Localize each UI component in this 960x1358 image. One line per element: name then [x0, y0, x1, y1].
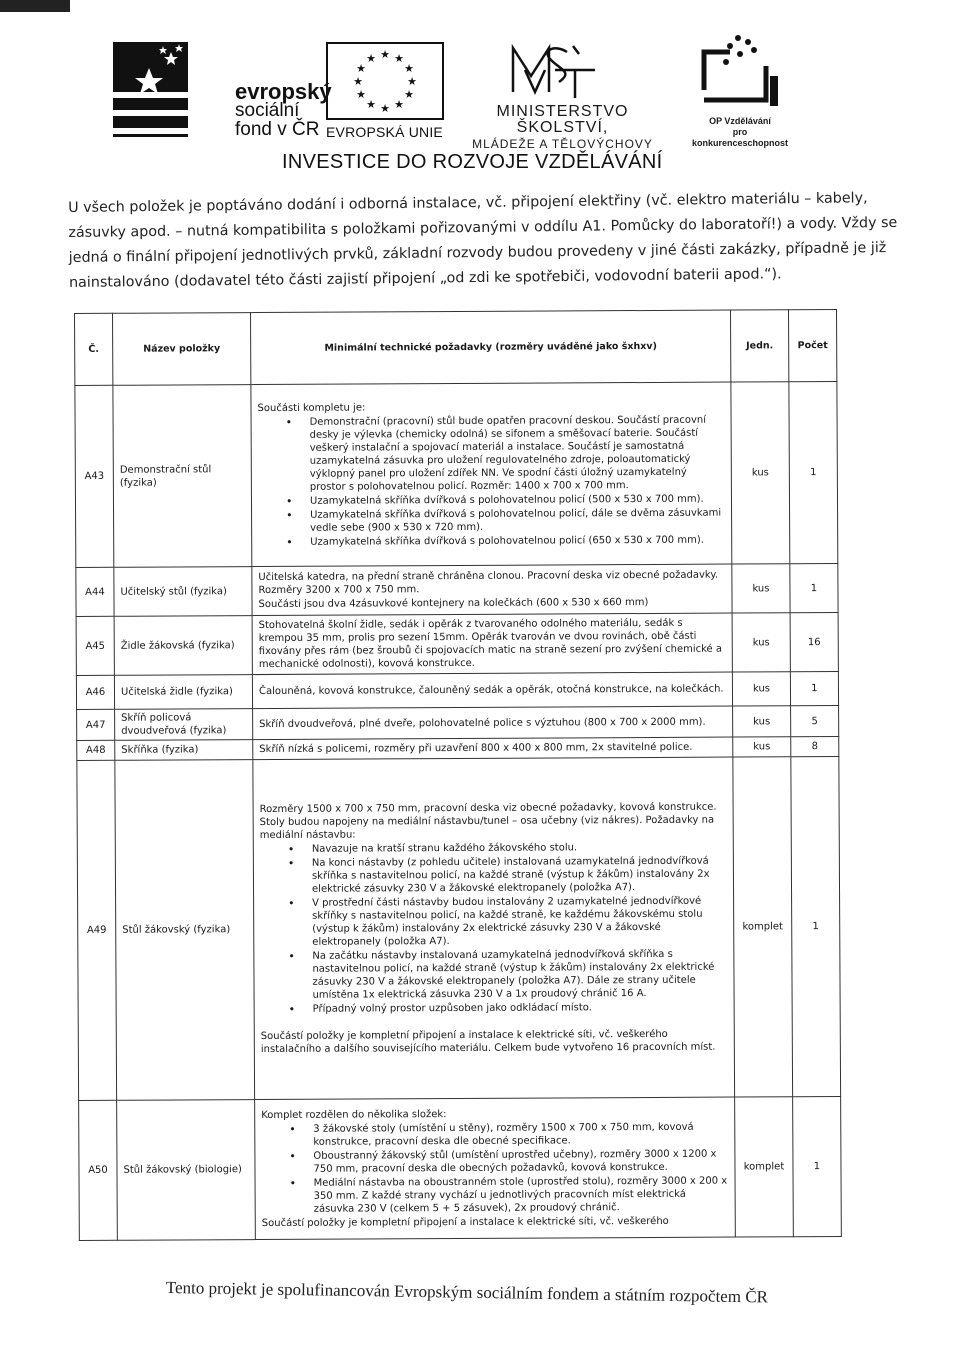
- item-description: Čalouněná, kovová konstrukce, čalouněný sedák a opěrák, otočná konstrukce, na kolečkách.: [252, 672, 732, 709]
- eu-caption: EVROPSKÁ UNIE: [326, 124, 443, 140]
- svg-text:★: ★: [394, 52, 404, 65]
- footer-funding-note: Tento projekt je spolufinancován Evropským sociálním fondem a státním rozpočtem ČR: [165, 1278, 769, 1307]
- desc-bullet: • Demonstrační (pracovní) stůl bude opatřen pracovní deskou. Součástí pracovní desky je výlevka (chemicky odolná) se sifonem a směšovací baterie. Součástí veškerý instalační a spojovací materiál a instalace. Součástí je samostatná uzamykatelná zásuvka pro uložení regulovatelného zdroje, poloautomatický výklopný panel pro uložení zdířek NN. Ve spodní části úložný uzamykatelný prostor s polohovatelnou policí. Rozměr: 1400 x 700 x 700 mm.: [258, 414, 725, 494]
- svg-text:★: ★: [366, 98, 376, 111]
- header-count: Počet: [788, 310, 836, 382]
- svg-text:★: ★: [404, 62, 414, 75]
- item-description: Stohovatelná školní židle, sedák i opěrák z tvarovaného odolného materiálu, sedák s krempou 35 mm, prolis pro sezení 15mm. Opěrák tvarován ve dvou rovinách, obě části fixovány přes rám (bez šroubů či spojovacích matic na straně sezení pro zvýšení chemické a mechanické odolnosti), kovová konstrukce.: [252, 613, 732, 675]
- esf-letters-mark: [113, 82, 233, 164]
- desc-intro: Součásti kompletu je:: [257, 402, 366, 415]
- svg-text:★: ★: [380, 102, 390, 115]
- desc-bullet: • Oboustranný žákovský stůl (umístění uprostřed učebny), rozměry 3000 x 1200 x 750 mm, pracovní deska dle obecných požadavků, kovová konstrukce.: [261, 1148, 728, 1176]
- item-count: 1: [790, 564, 838, 613]
- msmt-caption: [455, 104, 670, 152]
- item-name: Učitelský stůl (fyzika): [114, 567, 252, 617]
- desc-bullet: • Uzamykatelná skříňka dvířková s polohovatelnou policí (650 x 530 x 700 mm).: [258, 534, 725, 549]
- item-description: [251, 382, 732, 567]
- desc-intro: Rozměry 1500 x 700 x 750 mm, pracovní deska viz obecné požadavky, kovová konstrukce. Stoly budou napojeny na mediální nástavbu/tunel – osa učebny (viz nákres). Požadavky na mediální nástavbu:: [259, 801, 717, 842]
- opv-line1: OP Vzdělávání: [709, 116, 771, 126]
- desc-intro: Komplet rozdělen do několika složek:: [261, 1109, 447, 1122]
- esf-line2: sociální: [235, 100, 300, 121]
- item-count: 8: [791, 737, 839, 757]
- eu-flag-icon: [326, 42, 444, 120]
- item-name: Stůl žákovský (fyzika): [115, 760, 255, 1101]
- header-name: Název položky: [113, 313, 251, 386]
- header-requirements: Minimální technické požadavky (rozměry uváděné jako šxhxv): [251, 310, 731, 385]
- item-name: Demonstrační stůl (fyzika): [113, 385, 252, 568]
- table-row-a44: [76, 564, 838, 617]
- item-count: 1: [791, 757, 841, 1097]
- desc-bullet: • Případný volný prostor uzpůsoben jako odkládací místo.: [261, 1001, 728, 1016]
- desc-bullet: • Na konci nástavby (z pohledu učitele) instalovaná uzamykatelná jednodvířková skříňka s nastavitelnou policí, na každé straně (výstup k žákům) instalovány 2x elektrické zásuvky 230 V a žákovské elektropanely (položka A7).: [260, 855, 727, 896]
- svg-text:★: ★: [404, 88, 414, 101]
- slogan: INVESTICE DO ROZVOJE VZDĚLÁVÁNÍ: [282, 151, 663, 173]
- item-code: A43: [75, 385, 114, 567]
- item-unit: komplet: [735, 1097, 794, 1237]
- desc-bullet-list: [258, 414, 726, 549]
- item-code: A48: [77, 740, 115, 760]
- item-count: 1: [790, 672, 838, 706]
- item-count: 5: [791, 706, 839, 737]
- table-row-a43: [75, 382, 838, 568]
- item-description: [255, 1097, 736, 1240]
- desc-bullet: • V prostřední části nástavby budou instalovány 2 uzamykatelné jednodvířkové skříňky s nastavitelnou policí, na každé straně, ke každému žákovskému stolu (výstup k žákům) instalovány 2x elektrické zásuvky 230 V a žákovské elektropanely (položka A7).: [260, 895, 727, 949]
- items-table: [74, 309, 842, 1241]
- desc-bullet: • Navazuje na kratší stranu každého žákovského stolu.: [260, 841, 727, 856]
- item-code: A46: [76, 675, 114, 709]
- item-description: [252, 564, 732, 616]
- svg-text:★: ★: [366, 52, 376, 65]
- item-name: Skříňka (fyzika): [115, 740, 253, 761]
- svg-text:★: ★: [353, 75, 363, 88]
- item-unit: kus: [731, 382, 790, 564]
- item-unit: kus: [733, 737, 791, 757]
- desc-bullet-list: [261, 1121, 728, 1216]
- svg-text:★: ★: [380, 48, 390, 61]
- desc-bullet: • Uzamykatelná skříňka dvířková s polohovatelnou policí (500 x 530 x 700 mm).: [258, 493, 725, 508]
- intro-paragraph: U všech položek je poptáváno dodání i odborná instalace, vč. připojení elektřiny (vč. elektro materiálu – kabely, zásuvky apod. – nutná kompatibilita s položkami pořizovanými v oddílu A1. Pomůcky do laboratoří!) a vody. Vždy se jedná o finální připojení jednotlivých prvků, základní rozvody budou provedeny v jiné části zakázky, případně je již nainstalováno (dodavatel této části zajistí připojení „od zdi ke spotřebiči, vodovodní baterii apod.“).: [68, 190, 898, 291]
- opv-line2: pro konkurenceschopnost: [691, 127, 789, 148]
- items-table-wrapper: [74, 309, 841, 1241]
- table-row-a50: [79, 1096, 842, 1240]
- header-unit: Jedn.: [730, 310, 788, 382]
- item-unit: komplet: [733, 757, 793, 1097]
- opv-caption: [690, 116, 790, 149]
- item-code: A45: [76, 616, 114, 675]
- desc-bullet-list: [260, 841, 728, 1016]
- esf-line1: evropský: [235, 79, 332, 104]
- eu-logo: [326, 42, 448, 142]
- item-name: Učitelská židle (fyzika): [114, 675, 252, 710]
- scan-corner-mark: [0, 0, 70, 12]
- esf-text: [235, 79, 332, 140]
- desc-bullet: • 3 žákovské stoly (umístění u stěny), rozměry 1500 x 700 x 750 mm, kovová konstrukce, pracovní deska dle obecné specifikace.: [261, 1121, 728, 1149]
- item-count: 1: [789, 382, 838, 564]
- desc-text: Součásti jsou dva 4zásuvkové kontejnery na kolečkách (600 x 530 x 660 mm): [258, 596, 649, 611]
- item-name: Skříň policová dvoudveřová (fyzika): [115, 709, 253, 741]
- desc-bullet: • Uzamykatelná skříňka dvířková s polohovatelnou policí, dále se dvěma zásuvkami vedle sebe (900 x 530 x 720 mm).: [258, 507, 725, 535]
- page-header: [0, 0, 960, 190]
- item-name: Židle žákovská (fyzika): [114, 616, 252, 676]
- desc-bullet: • Na začátku nástavby instalovaná uzamykatelná jednodvířková skříňka s nastavitelnou policí, na každé straně (výstup k žákům) instalovány 2x elektrické zásuvky 230 V a žákovské elektropanely (položka A7). Dále ze strany učitele umístěna 1x elektrická zásuvka 230 V a 1x proudový chránič 16 A.: [260, 948, 727, 1002]
- opv-logo: [690, 32, 790, 148]
- opv-mark-icon: [690, 32, 790, 112]
- desc-outro: Součástí položky je kompletní připojení a instalace k elektrické síti, vč. veškerého: [261, 1215, 669, 1230]
- msmt-line2: MLÁDEŽE A TĚLOVÝCHOVY: [472, 137, 653, 151]
- item-unit: kus: [732, 613, 790, 672]
- item-unit: kus: [733, 706, 791, 737]
- header-num: Č.: [75, 313, 113, 385]
- item-count: 1: [793, 1096, 842, 1236]
- item-code: A50: [79, 1100, 118, 1240]
- item-name: Stůl žákovský (biologie): [117, 1100, 256, 1241]
- item-count: 16: [790, 613, 838, 672]
- item-unit: kus: [732, 564, 790, 613]
- table-row-a45: [76, 613, 838, 676]
- table-header-row: [75, 310, 837, 386]
- msmt-monogram-icon: [455, 42, 670, 102]
- item-code: A49: [77, 760, 117, 1100]
- table-row-a47: [77, 706, 839, 741]
- esf-line3: fond v ČR: [235, 119, 320, 140]
- desc-outro: Součástí položky je kompletní připojení a instalace k elektrické síti, vč. veškerého instalačního a dalšího souvisejícího materiálu. Celkem bude vytvořeno 16 pracovních míst.: [260, 1028, 716, 1056]
- item-unit: kus: [732, 672, 790, 706]
- svg-text:★: ★: [356, 88, 366, 101]
- item-code: A47: [77, 709, 115, 740]
- item-code: A44: [76, 567, 114, 616]
- svg-text:★: ★: [407, 75, 417, 88]
- desc-text: Učitelská katedra, na přední straně chráněna clonou. Pracovní deska viz obecné požadavky. Rozměry 3200 x 700 x 750 mm.: [258, 569, 719, 597]
- svg-text:★: ★: [394, 98, 404, 111]
- table-row-a49: [77, 757, 841, 1101]
- table-row-a46: [76, 672, 838, 710]
- svg-text:★: ★: [356, 62, 366, 75]
- desc-bullet: • Mediální nástavba na oboustranném stole (uprostřed stolu), rozměry 3000 x 200 x 350 mm. Z každé strany vychází u jednotlivých pracovních míst elektrická zásuvka 230 V (celkem 5 + 5 zásuvek), 2x proudový chránič.: [262, 1175, 729, 1216]
- esf-logo: [113, 42, 332, 152]
- msmt-line1: MINISTERSTVO ŠKOLSTVÍ,: [496, 103, 629, 136]
- item-description: Skříň dvoudveřová, plné dveře, polohovatelné police s výztuhou (800 x 700 x 2000 mm).: [253, 706, 733, 740]
- item-description: Skříň nízká s policemi, rozměry při uzavření 800 x 400 x 800 mm, 2x stavitelné police.: [253, 737, 733, 760]
- item-description: [253, 757, 735, 1100]
- msmt-logo: [455, 42, 670, 151]
